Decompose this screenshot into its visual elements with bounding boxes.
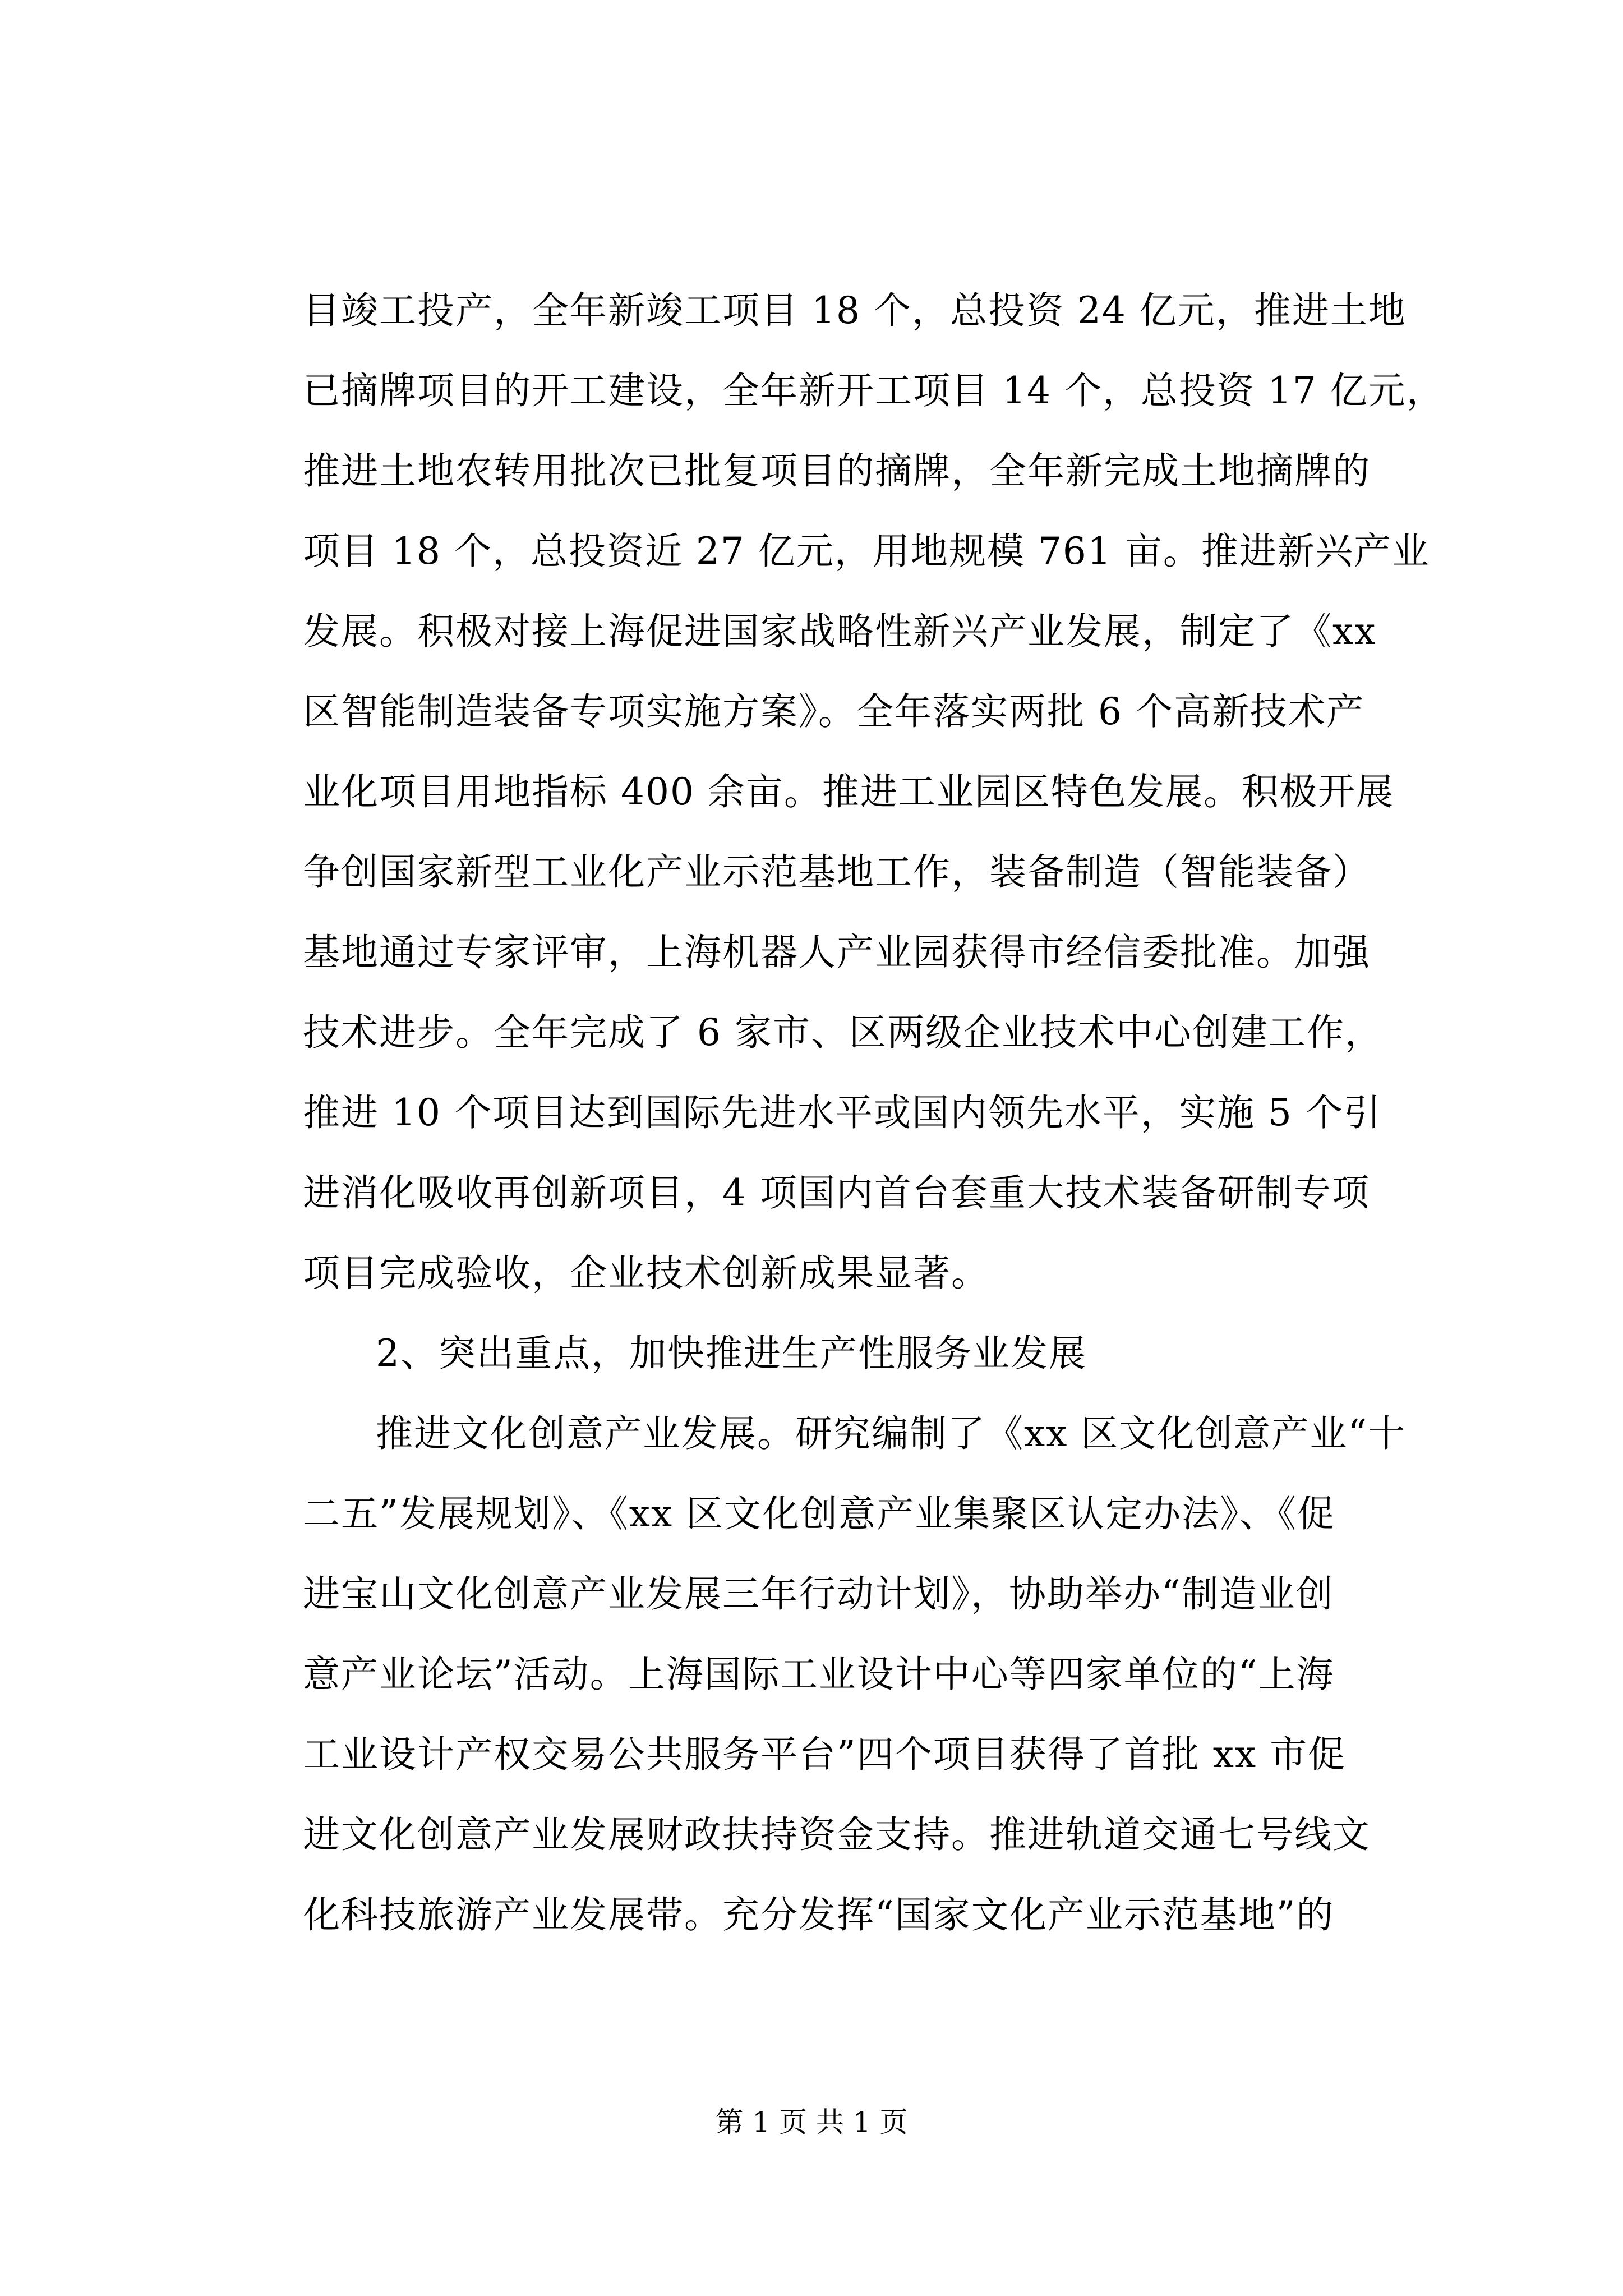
body-line: 目竣工投产，全年新竣工项目 18 个，总投资 24 亿元，推进土地 — [303, 289, 1407, 332]
body-line: 推进 10 个项目达到国际先进水平或国内领先水平，实施 5 个引 — [303, 1091, 1382, 1134]
body-line: 进宝山文化创意产业发展三年行动计划》，协助举办“制造业创 — [303, 1572, 1334, 1616]
body-line: 推进土地农转用批次已批复项目的摘牌，全年新完成土地摘牌的 — [303, 449, 1371, 493]
body-line: 二五”发展规划》、《xx 区文化创意产业集聚区认定办法》、《促 — [303, 1492, 1336, 1535]
body-line: 业化项目用地指标 400 余亩。推进工业园区特色发展。积极开展 — [303, 770, 1394, 813]
body-line: 发展。积极对接上海促进国家战略性新兴产业发展，制定了《xx — [303, 610, 1377, 653]
body-line: 进消化吸收再创新项目，4 项国内首台套重大技术装备研制专项 — [303, 1171, 1370, 1214]
body-line: 项目 18 个，总投资近 27 亿元，用地规模 761 亩。推进新兴产业 — [303, 530, 1430, 573]
body-line: 项目完成验收，企业技术创新成果显著。 — [303, 1251, 989, 1295]
body-line: 技术进步。全年完成了 6 家市、区两级企业技术中心创建工作， — [303, 1011, 1383, 1054]
document-body — [303, 270, 1445, 1955]
body-line: 工业设计产权交易公共服务平台”四个项目获得了首批 xx 市促 — [303, 1733, 1347, 1776]
body-line: 争创国家新型工业化产业示范基地工作，装备制造（智能装备） — [303, 850, 1371, 894]
body-line: 推进文化创意产业发展。研究编制了《xx 区文化创意产业“十 — [376, 1412, 1407, 1455]
body-line: 区智能制造装备专项实施方案》。全年落实两批 6 个高新技术产 — [303, 690, 1364, 733]
body-line: 进文化创意产业发展财政扶持资金支持。推进轨道交通七号线文 — [303, 1813, 1371, 1856]
body-line: 化科技旅游产业发展带。充分发挥“国家文化产业示范基地”的 — [303, 1893, 1335, 1936]
section-heading: 2、突出重点，加快推进生产性服务业发展 — [376, 1332, 1087, 1375]
body-line: 基地通过专家评审，上海机器人产业园获得市经信委批准。加强 — [303, 931, 1371, 974]
body-line: 意产业论坛”活动。上海国际工业设计中心等四家单位的“上海 — [303, 1653, 1335, 1696]
body-line: 已摘牌项目的开工建设，全年新开工项目 14 个，总投资 17 亿元， — [303, 369, 1445, 412]
page-footer: 第 1 页 共 1 页 — [715, 2106, 908, 2138]
